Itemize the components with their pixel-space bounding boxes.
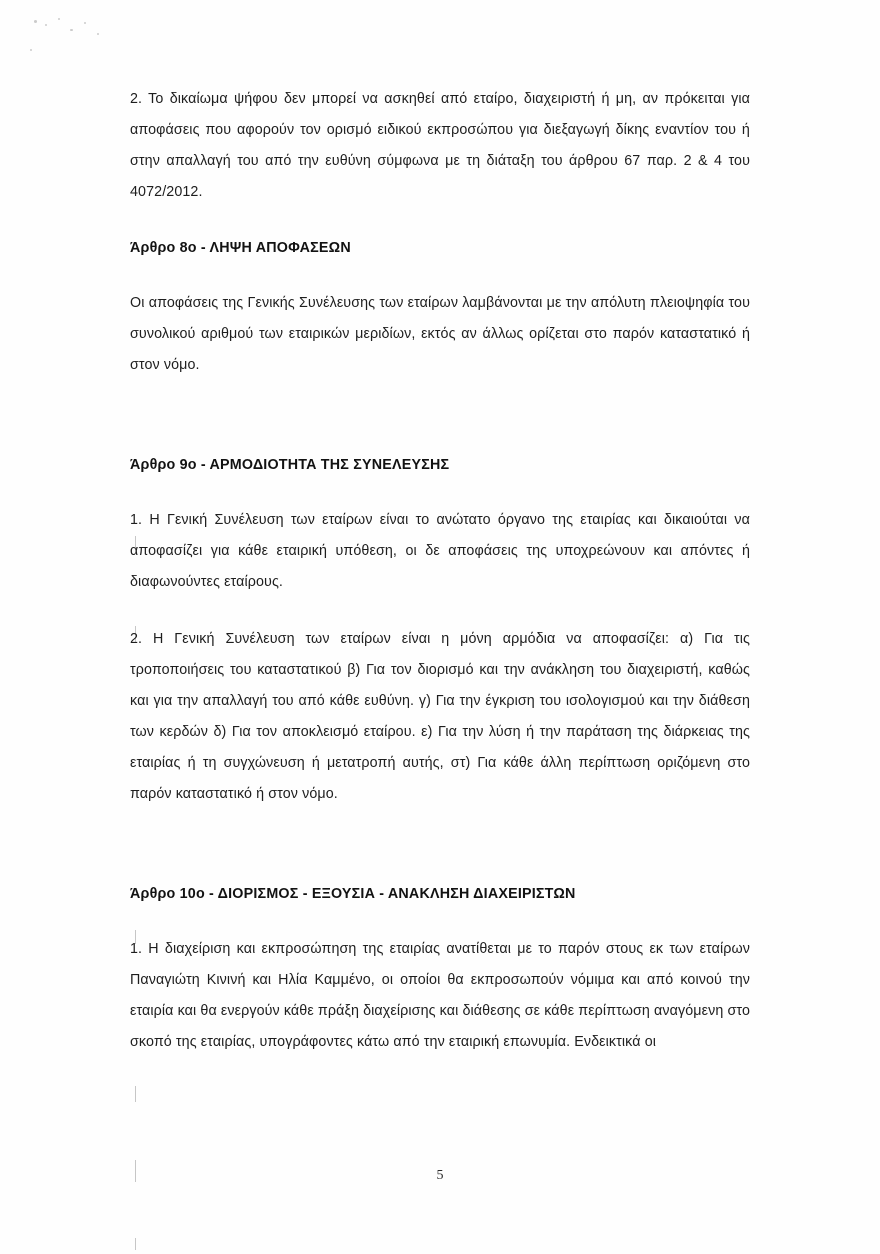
- heading-article-9: Άρθρο 9ο - ΑΡΜΟΔΙΟΤΗΤΑ ΤΗΣ ΣΥΝΕΛΕΥΣΗΣ: [130, 457, 450, 473]
- heading-article-8: Άρθρο 8ο - ΛΗΨΗ ΑΠΟΦΑΣΕΩΝ: [130, 240, 351, 256]
- paragraph-article8-body: Οι αποφάσεις της Γενικής Συνέλευσης των εταίρων λαμβάνονται με την απόλυτη πλειοψηφία του συνολικού αριθμού των εταιρικών μεριδίων, εκτός αν άλλως ορίζεται στο παρόν καταστατικό ή στον νόμο.: [130, 295, 750, 373]
- scan-speckle: [84, 22, 86, 24]
- paragraph-article9-clause1: 1. Η Γενική Συνέλευση των εταίρων είναι το ανώτατο όργανο της εταιρίας και δικαιούται να αποφασίζει για κάθε εταιρική υπόθεση, οι δε αποφάσεις της υποχρεώνουν και απόντες ή διαφωνούντες εταίρους.: [130, 512, 750, 590]
- document-body: [130, 84, 750, 1084]
- scan-gutter-mark: [135, 1238, 136, 1250]
- scan-speckle: [97, 33, 99, 35]
- scan-gutter-mark: [135, 1086, 136, 1102]
- page-number: 5: [436, 1168, 444, 1183]
- scan-speckle: [30, 49, 32, 51]
- scan-speckle: [45, 24, 47, 26]
- heading-article-10: Άρθρο 10ο - ΔΙΟΡΙΣΜΟΣ - ΕΞΟΥΣΙΑ - ΑΝΑΚΛΗΣΗ ΔΙΑΧΕΙΡΙΣΤΩΝ: [130, 886, 576, 902]
- scan-speckle: [58, 18, 60, 20]
- section-spacer-2: [130, 836, 750, 880]
- section-spacer-1: [130, 407, 750, 451]
- paragraph-article9-clause2: 2. Η Γενική Συνέλευση των εταίρων είναι η μόνη αρμόδια να αποφασίζει: α) Για τις τροποποιήσεις του καταστατικού β) Για τον διορισμό και την ανάκληση του διαχειριστή, καθώς και για την απαλλαγή του από κάθε ευθύνη. γ) Για την έγκριση του ισολογισμού και την διάθεση των κερδών δ) Για τον αποκλεισμό εταίρου. ε) Για την λύση ή την παράταση της διάρκειας της εταιρίας ή τη συγχώνευση ή μετατροπή αυτής, στ) Για κάθε άλλη περίπτωση οριζόμενη στο παρόν καταστατικό ή στον νόμο.: [130, 631, 750, 802]
- paragraph-article10-clause1: 1. Η διαχείριση και εκπροσώπηση της εταιρίας ανατίθεται με το παρόν στους εκ των εταίρων Παναγιώτη Κινινή και Ηλία Καμμένο, οι οποίοι θα εκπροσωπούν νόμιμα και από κοινού την εταιρία και θα ενεργούν κάθε πράξη διαχείρισης και διάθεσης σε κάθε περίπτωση αναγόμενη στο σκοπό της εταιρίας, υπογράφοντες κάτω από την εταιρική επωνυμία. Ενδεικτικά οι: [130, 941, 750, 1050]
- scan-speckle: [34, 20, 37, 23]
- scan-speckle: [70, 29, 73, 31]
- paragraph-article7-clause2: 2. Το δικαίωμα ψήφου δεν μπορεί να ασκηθεί από εταίρο, διαχειριστή ή μη, αν πρόκειται για αποφάσεις που αφορούν τον ορισμό ειδικού εκπροσώπου για διεξαγωγή δίκης εναντίον του ή στην απαλλαγή του από την ευθύνη σύμφωνα με τη διάταξη του άρθρου 67 παρ. 2 & 4 του 4072/2012.: [130, 91, 750, 200]
